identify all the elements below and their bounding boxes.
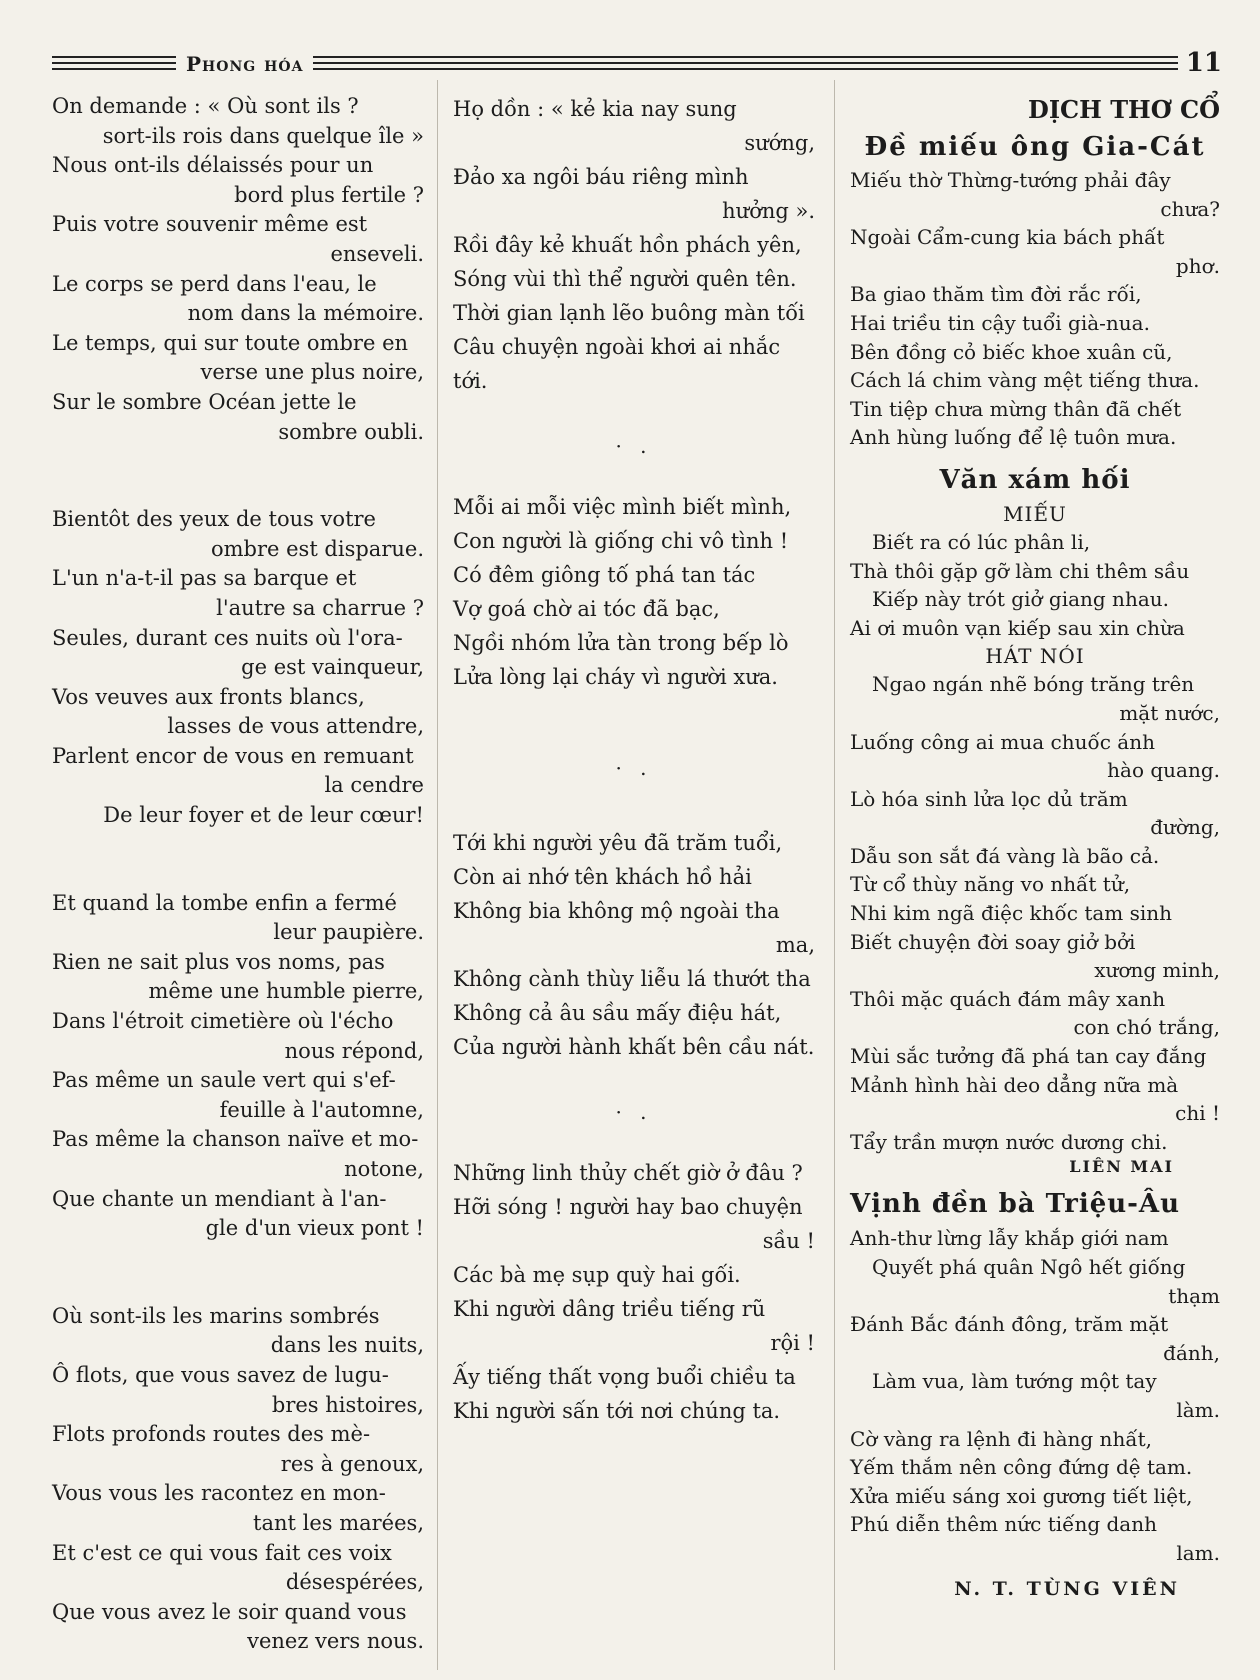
- poem-line: Những linh thủy chết giờ ở đâu ?: [453, 1161, 803, 1185]
- poem-line: Seules, durant ces nuits où l'ora-: [52, 625, 403, 650]
- poem-title-gia-cat: Đề miếu ông Gia-Cát: [864, 132, 1206, 162]
- poem-line: Mỗi ai mỗi việc mình biết mình,: [453, 495, 792, 519]
- poem-line: Các bà mẹ sụp quỳ hai gối.: [453, 1263, 741, 1287]
- poem-line: Bên đồng cỏ biếc khoe xuân cũ,: [850, 339, 1173, 364]
- stanza: [52, 889, 424, 1244]
- poem-line: leur paupière.: [273, 920, 424, 945]
- author-signature: N. T. TÙNG VIÊN: [954, 1577, 1180, 1600]
- poem-line: phơ.: [1175, 253, 1220, 278]
- poem-line: Pas même un saule vert qui s'ef-: [52, 1068, 396, 1093]
- poem-line: Tới khi người yêu đã trăm tuổi,: [453, 831, 783, 855]
- poem-line: rội !: [770, 1331, 815, 1355]
- poem-title-van-xam-hoi: Văn xám hối: [939, 464, 1131, 495]
- column-divider: [834, 80, 835, 1670]
- poem-line: Thà thôi gặp gỡ làm chi thêm sầu: [850, 558, 1190, 583]
- poem-line: Rien ne sait plus vos noms, pas: [52, 949, 385, 974]
- poem-line: Flots profonds routes des mè-: [52, 1422, 371, 1447]
- poem-line: Khi người dâng triều tiếng rũ: [453, 1297, 766, 1321]
- poem-line: Que chante un mendiant à l'an-: [52, 1186, 387, 1211]
- poem-line: Quyết phá quân Ngô hết giống: [872, 1255, 1186, 1279]
- poem-line: Hỡi sóng ! người hay bao chuyện: [453, 1195, 803, 1219]
- poem-line: đánh,: [1163, 1340, 1220, 1365]
- poem-line: verse une plus noire,: [200, 360, 424, 385]
- poem-line: Pas même la chanson naïve et mo-: [52, 1127, 419, 1152]
- poem-line: Nhi kim ngã điệc khốc tam sinh: [850, 901, 1173, 926]
- poem-line: Yếm thắm nên công đứng dệ tam.: [850, 1455, 1193, 1480]
- poem-line: sướng,: [744, 131, 815, 155]
- stanza-gap: [52, 831, 424, 889]
- subheading-mieu: MIẾU: [1003, 501, 1067, 526]
- poem-line: Anh hùng luống để lệ tuôn mưa.: [850, 425, 1177, 450]
- poem-line: Đảo xa ngôi báu riêng mình: [453, 165, 749, 189]
- poem-line: Có đêm giông tố phá tan tác: [453, 563, 756, 587]
- poem-line: bres histoires,: [271, 1392, 424, 1417]
- column-divider: [437, 80, 438, 1670]
- poem-body-trieu-au: [850, 1224, 1220, 1567]
- poem-line: Ngoài Cẩm-cung kia bách phất: [850, 225, 1165, 250]
- poem-line: Phú diễn thêm nức tiếng danh: [850, 1512, 1157, 1537]
- stanza: [453, 826, 815, 1064]
- poem-line: lasses de vous attendre,: [167, 714, 424, 739]
- poem-line: Parlent encor de vous en remuant: [52, 743, 414, 768]
- poem-line: Ấy tiếng thất vọng buổi chiều ta: [453, 1365, 796, 1389]
- poem-line: Của người hành khất bên cầu nát.: [453, 1035, 815, 1059]
- poem-line: Bientôt des yeux de tous votre: [52, 507, 376, 532]
- publication-title: Phong hóa: [176, 52, 313, 76]
- poem-line: la cendre: [324, 773, 424, 798]
- poem-line: Biết ra có lúc phân li,: [872, 529, 1091, 554]
- poem-line: Tin tiệp chưa mừng thân đã chết: [850, 396, 1182, 421]
- poem-line: res à genoux,: [280, 1451, 424, 1476]
- poem-line: Que vous avez le soir quand vous: [52, 1599, 407, 1624]
- poem-line: tant les marées,: [253, 1510, 424, 1535]
- poem-line: ombre est disparue.: [210, 536, 424, 561]
- poem-line: Où sont-ils les marins sombrés: [52, 1303, 380, 1328]
- poem-line: Sóng vùi thì thể người quên tên.: [453, 267, 797, 291]
- subheading-hat-noi: HÁT NÓI: [985, 644, 1085, 669]
- poem-line: ge est vainqueur,: [241, 655, 424, 680]
- poem-line: Dans l'étroit cimetière où l'écho: [52, 1009, 394, 1034]
- poem-line: Họ dồn : « kẻ kia nay sung: [453, 97, 737, 121]
- stanza-gap: [52, 447, 424, 505]
- poem-line: Lò hóa sinh lửa lọc dủ trăm: [850, 786, 1128, 811]
- poem-line: bord plus fertile ?: [234, 182, 424, 207]
- poem-line: Hai triều tin cậy tuổi già-nua.: [850, 310, 1150, 335]
- stanza: [52, 92, 424, 447]
- stanza-separator: · .: [615, 434, 653, 458]
- poem-line: Lửa lòng lại cháy vì người xưa.: [453, 665, 778, 689]
- poem-title-trieu-au: Vịnh đền bà Triệu-Âu: [850, 1189, 1181, 1220]
- poem-line: Et c'est ce qui vous fait ces voix: [52, 1540, 392, 1565]
- poem-line: dans les nuits,: [270, 1333, 424, 1358]
- poem-line: sort-ils rois dans quelque île »: [102, 123, 424, 148]
- stanza: [52, 505, 424, 831]
- column-poems: [850, 92, 1220, 1600]
- stanza: [453, 1156, 815, 1428]
- poem-line: lam.: [1176, 1540, 1220, 1565]
- poem-line: gle d'un vieux pont !: [205, 1216, 424, 1241]
- poem-line: mặt nước,: [1119, 700, 1220, 725]
- poem-line: même une humble pierre,: [148, 979, 424, 1004]
- poem-line: Biết chuyện đời soay giở bởi: [850, 929, 1136, 954]
- poem-line: Mùi sắc tưởng đã phá tan cay đắng: [850, 1044, 1207, 1069]
- poem-line: Con người là giống chi vô tình !: [453, 529, 789, 553]
- poem-line: enseveli.: [330, 241, 424, 266]
- poem-body-mieu: [850, 528, 1220, 642]
- poem-line: feuille à l'automne,: [219, 1097, 424, 1122]
- poem-line: Sur le sombre Océan jette le: [52, 389, 357, 414]
- poem-line: L'un n'a-t-il pas sa barque et: [52, 566, 357, 591]
- poem-line: Tẩy trần mượn nước dương chi.: [850, 1129, 1168, 1154]
- poem-line: đường,: [1150, 815, 1220, 840]
- poem-line: sombre oubli.: [278, 419, 424, 444]
- section-kicker: DỊCH THƠ CỔ: [1028, 95, 1220, 124]
- poem-line: Et quand la tombe enfin a fermé: [52, 890, 397, 915]
- poem-line: Không bia không mộ ngoài tha: [453, 899, 780, 923]
- poem-line: làm.: [1176, 1397, 1220, 1422]
- poem-line: Ngao ngán nhẽ bóng trăng trên: [872, 672, 1195, 697]
- poem-line: Ngồi nhóm lửa tàn trong bếp lò: [453, 631, 789, 655]
- poem-line: Từ cổ thùy năng vo nhất tử,: [850, 872, 1131, 897]
- poem-line: venez vers nous.: [247, 1629, 424, 1654]
- poem-line: thạm: [1168, 1283, 1220, 1308]
- author-signature: LIÊN MAI: [1069, 1157, 1174, 1177]
- stanza-separator: · .: [615, 756, 653, 780]
- column-vietnamese-translation: [453, 92, 815, 1428]
- page-number: 11: [1178, 48, 1222, 78]
- poem-line: chưa?: [1160, 196, 1220, 221]
- poem-line: ma,: [775, 933, 815, 957]
- poem-line: Không cành thùy liễu lá thướt tha: [453, 967, 811, 991]
- poem-body-gia-cat: [850, 166, 1220, 452]
- stanza-separator: · .: [615, 1100, 653, 1124]
- poem-line: Câu chuyện ngoài khơi ai nhắc tới.: [453, 335, 781, 393]
- poem-line: Ba giao thăm tìm đời rắc rối,: [850, 282, 1142, 307]
- poem-line: notone,: [344, 1157, 424, 1181]
- poem-line: nous répond,: [284, 1038, 424, 1063]
- poem-line: con chó trắng,: [1073, 1015, 1220, 1040]
- stanza-gap: [52, 1244, 424, 1302]
- poem-line: Đánh Bắc đánh đông, trăm mặt: [850, 1312, 1169, 1337]
- poem-line: l'autre sa charrue ?: [216, 595, 424, 620]
- poem-line: Ai ơi muôn vạn kiếp sau xin chừa: [850, 615, 1185, 640]
- poem-body-hat-noi: [850, 670, 1220, 1156]
- poem-line: chi !: [1175, 1101, 1220, 1126]
- poem-line: Le temps, qui sur toute ombre en: [52, 330, 409, 355]
- poem-line: désespérées,: [285, 1570, 424, 1595]
- poem-line: Anh-thư lừng lẫy khắp giới nam: [850, 1226, 1169, 1251]
- poem-line: Xửa miếu sáng xoi gương tiết liệt,: [850, 1483, 1193, 1508]
- poem-line: Rồi đây kẻ khuất hồn phách yên,: [453, 233, 802, 257]
- poem-line: Vos veuves aux fronts blancs,: [52, 684, 365, 709]
- poem-line: On demande : « Où sont ils ?: [52, 94, 359, 118]
- column-french-poem: [52, 92, 424, 1657]
- poem-line: Còn ai nhớ tên khách hồ hải: [453, 865, 752, 889]
- poem-line: xương minh,: [1094, 958, 1220, 983]
- poem-line: Dẫu son sắt đá vàng là bão cả.: [850, 843, 1160, 868]
- poem-line: Làm vua, làm tướng một tay: [872, 1369, 1157, 1394]
- poem-line: Ô flots, que vous savez de lugu-: [52, 1362, 389, 1387]
- poem-line: Nous ont-ils délaissés pour un: [52, 153, 374, 178]
- poem-line: De leur foyer et de leur cœur!: [103, 803, 424, 828]
- poem-line: Vous vous les racontez en mon-: [52, 1481, 386, 1506]
- poem-line: Le corps se perd dans l'eau, le: [52, 271, 377, 296]
- poem-line: sầu !: [762, 1229, 815, 1253]
- poem-line: Luống công ai mua chuốc ánh: [850, 729, 1155, 754]
- poem-line: Vợ goá chờ ai tóc đã bạc,: [453, 597, 720, 621]
- poem-line: Mảnh hình hài deo dẳng nữa mà: [850, 1072, 1179, 1097]
- poem-line: Puis votre souvenir même est: [52, 212, 368, 237]
- stanza: [52, 1302, 424, 1657]
- poem-line: Cách lá chim vàng mệt tiếng thưa.: [850, 368, 1200, 393]
- poem-line: Cờ vàng ra lệnh đi hàng nhất,: [850, 1426, 1152, 1451]
- page-header: [52, 48, 1222, 78]
- poem-line: Miếu thờ Thừng-tướng phải đây: [850, 168, 1171, 192]
- poem-line: Thời gian lạnh lẽo buông màn tối: [453, 301, 805, 325]
- poem-line: Kiếp này trót giở giang nhau.: [872, 587, 1169, 612]
- stanza: [453, 490, 815, 694]
- poem-line: Thôi mặc quách đám mây xanh: [850, 986, 1166, 1011]
- stanza: [453, 92, 815, 398]
- poem-line: hưởng ».: [722, 199, 815, 223]
- poem-line: nom dans la mémoire.: [187, 301, 424, 326]
- poem-line: Khi người sấn tới nơi chúng ta.: [453, 1399, 781, 1423]
- poem-line: Không cả âu sầu mấy điệu hát,: [453, 1001, 782, 1025]
- poem-line: hào quang.: [1107, 758, 1220, 783]
